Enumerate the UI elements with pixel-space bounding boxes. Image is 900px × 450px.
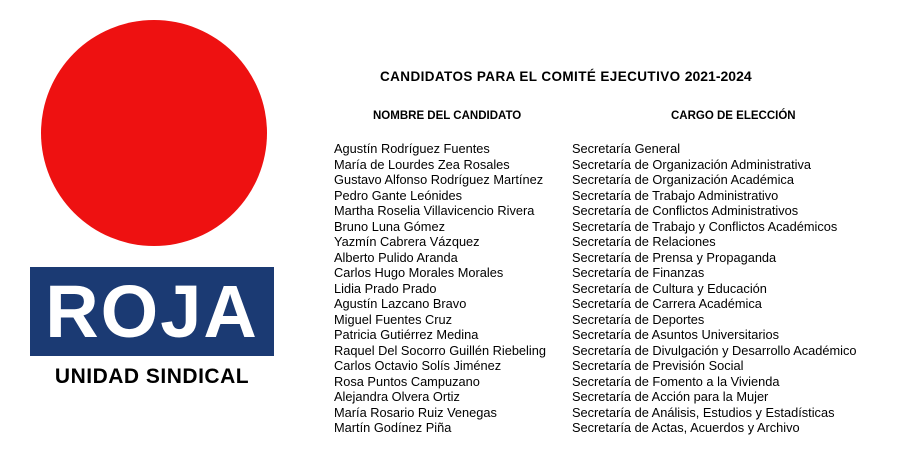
candidate-position: Secretaría de Previsión Social bbox=[572, 358, 744, 373]
candidate-name: Gustavo Alfonso Rodríguez Martínez bbox=[334, 172, 544, 187]
candidate-name: Lidia Prado Prado bbox=[334, 280, 437, 296]
candidate-position: Secretaría de Prensa y Propaganda bbox=[572, 249, 777, 265]
logo-subtitle: UNIDAD SINDICAL bbox=[54, 365, 250, 388]
document-title-year: 2021-2024 bbox=[684, 68, 752, 84]
candidate-position: Secretaría de Relaciones bbox=[572, 234, 716, 249]
candidate-name: Rosa Puntos Campuzano bbox=[334, 373, 480, 389]
logo-banner-text: ROJA bbox=[45, 269, 259, 353]
candidate-position: Secretaría de Carrera Académica bbox=[572, 296, 762, 311]
candidate-position: Secretaría de Conflictos Administrativos bbox=[572, 203, 799, 218]
union-logo bbox=[0, 0, 310, 450]
candidate-name: Bruno Luna Gómez bbox=[334, 218, 445, 234]
candidate-position: Secretaría General bbox=[572, 141, 681, 156]
candidate-position: Secretaría de Cultura y Educación bbox=[572, 280, 767, 296]
candidate-name: Agustín Rodríguez Fuentes bbox=[334, 141, 490, 156]
logo-banner bbox=[30, 267, 274, 356]
document-title bbox=[380, 68, 752, 84]
candidate-name: Agustín Lazcano Bravo bbox=[334, 296, 467, 311]
candidate-position: Secretaría de Trabajo y Conflictos Académicos bbox=[572, 218, 838, 234]
positions-column bbox=[572, 141, 857, 436]
candidate-name: Alejandra Olvera Ortiz bbox=[334, 389, 460, 404]
candidate-position: Secretaría de Finanzas bbox=[572, 265, 705, 280]
red-circle-emblem bbox=[41, 20, 267, 246]
candidate-name: Patricia Gutiérrez Medina bbox=[334, 327, 479, 342]
candidate-name: Carlos Hugo Morales Morales bbox=[334, 265, 504, 280]
candidate-name: Martín Godínez Piña bbox=[334, 420, 452, 435]
candidate-position: Secretaría de Trabajo Administrativo bbox=[572, 187, 779, 203]
candidate-names-column bbox=[334, 141, 546, 436]
candidate-name: Alberto Pulido Aranda bbox=[334, 249, 458, 265]
candidate-position: Secretaría de Deportes bbox=[572, 311, 705, 327]
candidate-position: Secretaría de Fomento a la Vivienda bbox=[572, 373, 780, 389]
candidate-name: María de Lourdes Zea Rosales bbox=[334, 156, 510, 172]
candidate-position: Secretaría de Actas, Acuerdos y Archivo bbox=[572, 420, 800, 435]
candidate-position: Secretaría de Divulgación y Desarrollo Académico bbox=[572, 342, 857, 358]
candidate-name: Carlos Octavio Solís Jiménez bbox=[334, 358, 502, 373]
column-header-name: NOMBRE DEL CANDIDATO bbox=[373, 110, 522, 122]
document-title-main: CANDIDATOS PARA EL COMITÉ EJECUTIVO bbox=[380, 69, 681, 84]
candidate-position: Secretaría de Organización Académica bbox=[572, 172, 794, 187]
candidate-name: Miguel Fuentes Cruz bbox=[334, 311, 453, 327]
column-header-position: CARGO DE ELECCIÓN bbox=[671, 110, 796, 122]
candidate-position: Secretaría de Análisis, Estudios y Estadísticas bbox=[572, 404, 835, 420]
candidate-name: María Rosario Ruiz Venegas bbox=[334, 404, 497, 420]
candidate-name: Pedro Gante Leónides bbox=[334, 187, 463, 203]
candidate-position: Secretaría de Organización Administrativa bbox=[572, 156, 811, 172]
candidate-position: Secretaría de Acción para la Mujer bbox=[572, 389, 769, 404]
candidate-position: Secretaría de Asuntos Universitarios bbox=[572, 327, 779, 342]
candidate-name: Martha Roselia Villavicencio Rivera bbox=[334, 203, 535, 218]
candidate-name: Raquel Del Socorro Guillén Riebeling bbox=[334, 342, 546, 358]
candidate-name: Yazmín Cabrera Vázquez bbox=[334, 234, 480, 249]
